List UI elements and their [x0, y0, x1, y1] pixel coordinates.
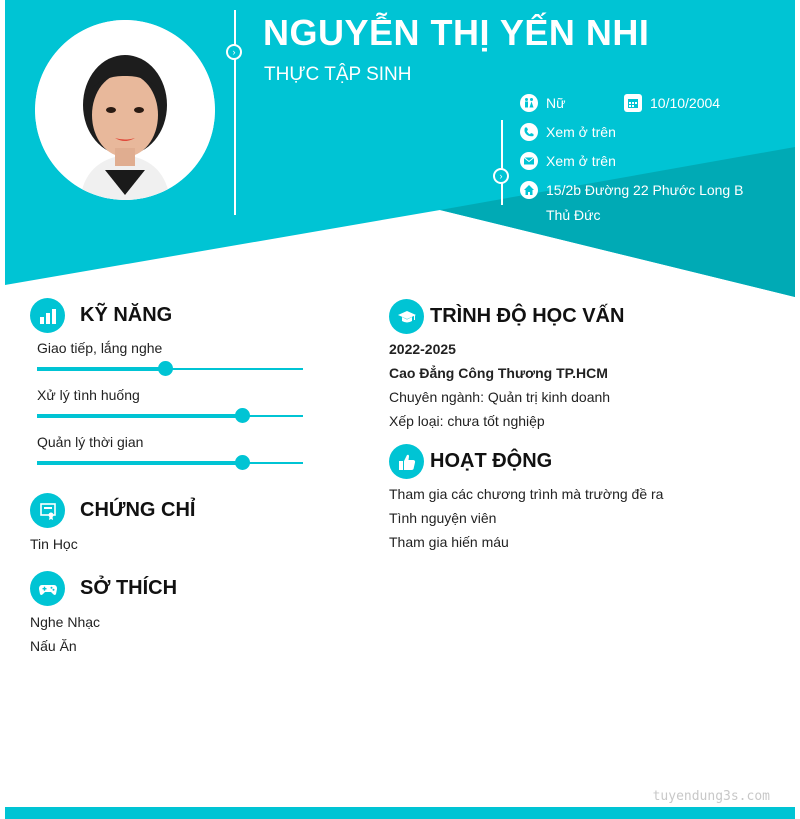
skill-bar-fill — [37, 414, 242, 418]
candidate-role: THỰC TẬP SINH — [264, 64, 412, 85]
certificates-title: CHỨNG CHỈ — [80, 499, 196, 521]
calendar-icon — [624, 94, 642, 112]
certificates-heading — [30, 493, 195, 528]
activity-item: Tham gia hiến máu — [389, 534, 509, 550]
activities-title: HOẠT ĐỘNG — [430, 450, 553, 472]
birthday-row — [624, 91, 720, 116]
phone-icon — [520, 123, 538, 141]
skill-bar-knob — [235, 455, 250, 470]
education-grade: Xếp loại: chưa tốt nghiệp — [389, 413, 545, 429]
phone-value: Xem ở trên — [546, 124, 616, 140]
activity-item: Tình nguyện viên — [389, 510, 497, 526]
thumbs-up-icon — [389, 444, 424, 479]
chart-icon — [30, 298, 65, 333]
skill-item — [30, 387, 305, 417]
gender-value: Nữ — [546, 95, 566, 111]
education-major: Chuyên ngành: Quản trị kinh doanh — [389, 389, 611, 405]
contact-divider-dot: › — [493, 168, 509, 184]
skill-bar-knob — [158, 361, 173, 376]
activity-item: Tham gia các chương trình mà trường đề ra — [389, 486, 664, 502]
phone-row — [520, 120, 616, 145]
header-divider-line — [234, 10, 236, 215]
avatar — [35, 20, 215, 200]
header-divider-dot: › — [226, 44, 242, 60]
watermark: tuyendung3s.com — [652, 789, 770, 804]
gender-icon — [520, 94, 538, 112]
skill-item — [30, 434, 305, 464]
skills-title: KỸ NĂNG — [80, 304, 173, 326]
education-period: 2022-2025 — [389, 341, 456, 357]
skill-item — [30, 340, 305, 370]
certificate-item: Tin Học — [30, 536, 78, 552]
skill-label: Xử lý tình huống — [37, 387, 140, 403]
address-row — [520, 178, 770, 228]
education-school: Cao Đẳng Công Thương TP.HCM — [389, 365, 608, 381]
skills-heading — [30, 298, 172, 333]
contact-divider-line — [501, 120, 503, 205]
portrait-photo — [35, 20, 215, 200]
education-heading — [389, 299, 624, 334]
certificate-icon — [30, 493, 65, 528]
skill-bar — [37, 368, 303, 370]
address-value: 15/2b Đường 22 Phước Long B Thủ Đức — [546, 182, 744, 223]
hobbies-title: SỞ THÍCH — [80, 577, 178, 599]
hobbies-heading — [30, 571, 177, 606]
hobby-item: Nấu Ăn — [30, 638, 77, 654]
activities-heading — [389, 444, 552, 479]
gender-row — [520, 91, 565, 116]
email-value: Xem ở trên — [546, 153, 616, 169]
gamepad-icon — [30, 571, 65, 606]
birthday-value: 10/10/2004 — [650, 95, 721, 111]
skill-bar-fill — [37, 461, 242, 465]
cv-page — [5, 0, 795, 819]
candidate-name: NGUYỄN THỊ YẾN NHI — [263, 12, 650, 53]
footer-bar — [5, 807, 795, 819]
hobby-item: Nghe Nhạc — [30, 614, 101, 630]
home-icon — [520, 181, 538, 199]
graduation-cap-icon — [389, 299, 424, 334]
skill-label: Giao tiếp, lắng nghe — [37, 340, 163, 356]
skill-bar-knob — [235, 408, 250, 423]
email-icon — [520, 152, 538, 170]
email-row — [520, 149, 616, 174]
skill-label: Quản lý thời gian — [37, 434, 144, 450]
skill-bar — [37, 415, 303, 417]
education-title: TRÌNH ĐỘ HỌC VẤN — [430, 305, 625, 327]
skill-bar-fill — [37, 367, 165, 371]
skill-bar — [37, 462, 303, 464]
